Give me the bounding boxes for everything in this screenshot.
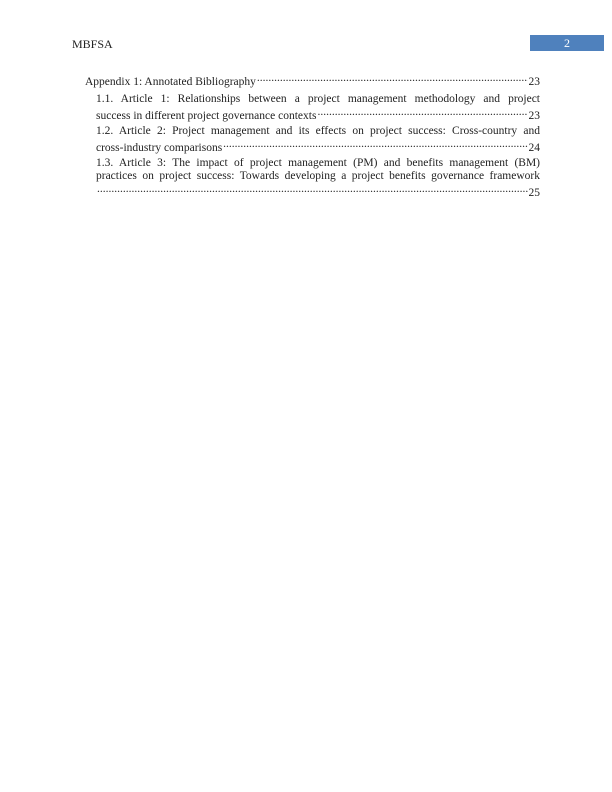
dot-leader (317, 106, 527, 119)
toc-entry-page: 24 (528, 142, 540, 154)
toc-entry-1-2-line2[interactable] (96, 138, 540, 155)
toc-entry-page: 23 (528, 76, 540, 88)
dot-leader (257, 72, 528, 85)
toc-entry-1-1-line2[interactable] (96, 106, 540, 123)
dot-leader (223, 138, 527, 151)
toc-entry-title: success in different project governance contexts (96, 110, 317, 122)
running-head: MBFSA (72, 37, 113, 51)
page-number-badge (530, 35, 604, 51)
toc-entry-appendix[interactable] (85, 72, 540, 89)
dot-leader (97, 183, 528, 196)
toc-entry-1-1-line1[interactable]: 1.1. Article 1: Relationships between a project management methodology and project (96, 93, 540, 105)
toc-entry-1-3-line3[interactable] (96, 183, 540, 200)
toc-entry-page: 23 (528, 110, 540, 122)
toc-entry-title: cross-industry comparisons (96, 142, 223, 154)
toc-entry-1-2-line1[interactable]: 1.2. Article 2: Project management and its effects on project success: Cross-country and (96, 125, 540, 137)
toc-entry-1-3-line2[interactable]: practices on project success: Towards developing a project benefits governance framework (96, 170, 540, 182)
toc-entry-title: Appendix 1: Annotated Bibliography (85, 76, 256, 88)
toc-entry-page: 25 (528, 187, 540, 199)
page-number: 2 (564, 36, 570, 50)
toc-entry-1-3-line1[interactable]: 1.3. Article 3: The impact of project management (PM) and benefits management (BM) (96, 157, 540, 169)
